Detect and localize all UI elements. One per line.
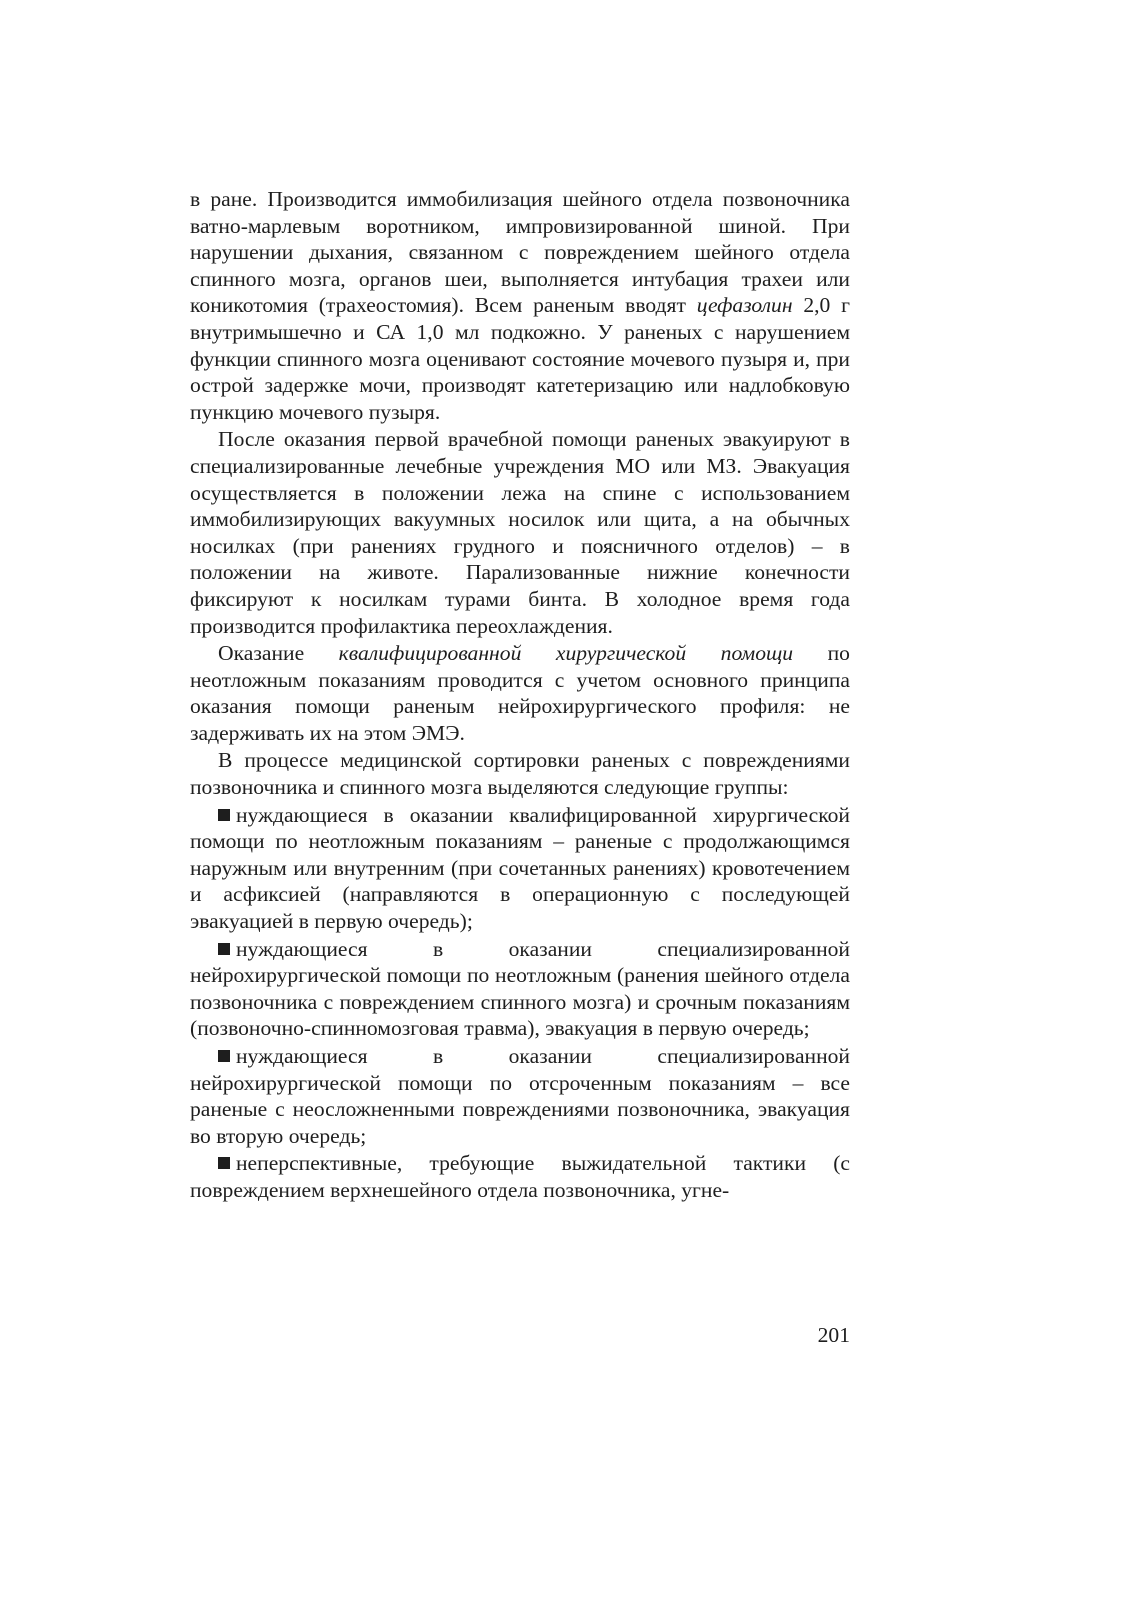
- paragraph-1-text-start: в ране. Производится иммобилизация шейного отдела позвоночника ватно-марлевым воротником, импровизированной шиной. При нарушении дыхания, связанном с повреждением шейного отдела спинного мозга, органов шеи, выполняется интубация трахеи или коникотомия (трахеостомия). Всем раненым вводят: [190, 187, 850, 318]
- square-bullet-icon: [218, 809, 230, 821]
- paragraph-3-text-end: по неотложным показаниям проводится с учетом основного принципа оказания помощи раненым нейрохирургического профиля: не задерживать их на этом ЭМЭ.: [190, 641, 850, 745]
- square-bullet-icon: [218, 943, 230, 955]
- bullet-item: [190, 802, 850, 935]
- paragraph-1-text-end: 2,0 г внутримышечно и СА 1,0 мл подкожно. У раненых с нарушением функции спинного мозга оценивают состояние мочевого пузыря и, при острой задержке мочи, производят катетеризацию или надлобковую пункцию мочевого пузыря.: [190, 293, 850, 424]
- square-bullet-icon: [218, 1050, 230, 1062]
- bullet-item: [190, 1150, 850, 1203]
- bullet-item-text: неперспективные, требующие выжидательной тактики (с повреждением верхнешейного отдела позвоночника, угне-: [190, 1151, 850, 1202]
- paragraph-2: После оказания первой врачебной помощи раненых эвакуируют в специализированные лечебные учреждения МО или МЗ. Эвакуация осуществляется в положении лежа на спине с использованием иммобилизирующих вакуумных носилок или щита, а на обычных носилках (при ранениях грудного и поясничного отделов) – в положении на животе. Парализованные нижние конечности фиксируют к носилкам турами бинта. В холодное время года производится профилактика переохлаждения.: [190, 427, 850, 638]
- body-text: [190, 186, 850, 1204]
- paragraph-4: В процессе медицинской сортировки раненых с повреждениями позвоночника и спинного мозга выделяются следующие группы:: [190, 748, 850, 800]
- bullet-item-text: нуждающиеся в оказании специализированной нейрохирургической помощи по отсроченным показаниям – все раненые с неосложненными повреждениями позвоночника, эвакуация во вторую очередь;: [190, 1044, 850, 1148]
- paragraph-3-text-start: Оказание: [218, 641, 339, 666]
- drug-name-emphasis: цефазолин: [696, 293, 793, 318]
- paragraph-1: [190, 186, 850, 425]
- square-bullet-icon: [218, 1157, 230, 1169]
- bullet-item: [190, 936, 850, 1042]
- bullet-item-text: нуждающиеся в оказании квалифицированной хирургической помощи по неотложным показаниям – раненые с продолжающимся наружным или внутренним (при сочетанных ранениях) кровотечением и асфиксией (направляются в операционную с последующей эвакуацией в первую очередь);: [190, 802, 850, 934]
- bullet-item: [190, 1043, 850, 1149]
- bullet-item-text: нуждающиеся в оказании специализированной нейрохирургической помощи по неотложным (ранения шейного отдела позвоночника с повреждением спинного мозга) и срочным показаниям (позвоночно-спинномозговая травма), эвакуация в первую очередь;: [190, 936, 850, 1041]
- paragraph-3: [190, 640, 850, 746]
- page-number: 201: [817, 1323, 850, 1347]
- qualified-surgical-help-emphasis: квалифицированной хирургической помощи: [338, 641, 794, 666]
